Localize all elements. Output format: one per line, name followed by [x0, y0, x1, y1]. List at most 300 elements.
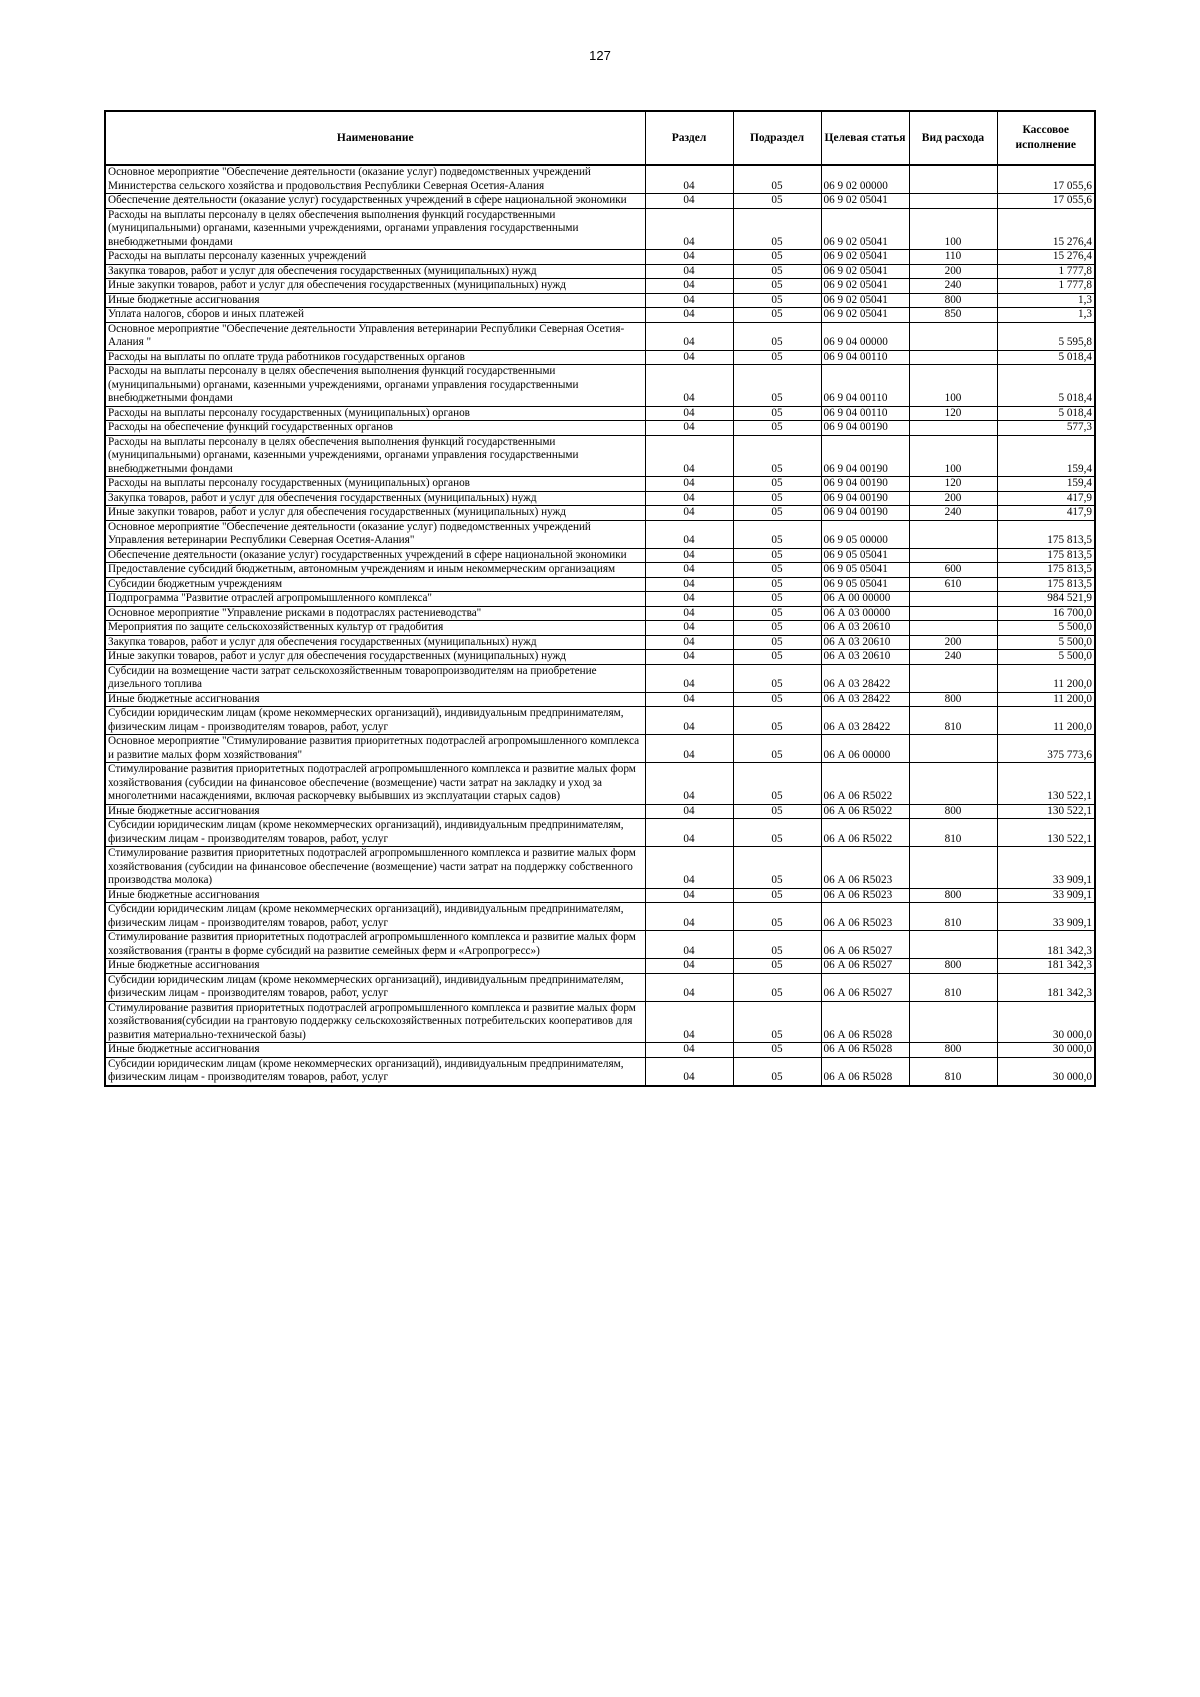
cell-subsection: 05: [733, 692, 821, 707]
cell-name: Закупка товаров, работ и услуг для обеспечения государственных (муниципальных) нужд: [105, 635, 645, 650]
cell-section: 04: [645, 365, 733, 407]
cell-expense-type: 120: [909, 477, 997, 492]
cell-subsection: 05: [733, 365, 821, 407]
cell-name: Субсидии бюджетным учреждениям: [105, 577, 645, 592]
cell-subsection: 05: [733, 520, 821, 548]
cell-amount: 984 521,9: [997, 592, 1095, 607]
cell-amount: 175 813,5: [997, 520, 1095, 548]
cell-section: 04: [645, 804, 733, 819]
cell-section: 04: [645, 279, 733, 294]
table-row: [105, 563, 1095, 578]
cell-section: 04: [645, 577, 733, 592]
cell-expense-type: [909, 520, 997, 548]
cell-section: 04: [645, 165, 733, 194]
cell-subsection: 05: [733, 165, 821, 194]
cell-expense-type: 240: [909, 650, 997, 665]
cell-target: 06 А 03 20610: [821, 635, 909, 650]
cell-target: 06 9 04 00190: [821, 506, 909, 521]
cell-expense-type: 610: [909, 577, 997, 592]
cell-section: 04: [645, 1001, 733, 1043]
cell-section: 04: [645, 208, 733, 250]
table-row: [105, 1057, 1095, 1086]
table-row: [105, 959, 1095, 974]
cell-subsection: 05: [733, 548, 821, 563]
cell-section: 04: [645, 692, 733, 707]
table-row: [105, 477, 1095, 492]
cell-name: Стимулирование развития приоритетных подотраслей агропромышленного комплекса и развитие малых форм хозяйствования (субсидии на финансовое обеспечение (возмещение) части затрат на поддержку собственного производства молока): [105, 847, 645, 889]
cell-target: 06 9 04 00190: [821, 421, 909, 436]
table-row: [105, 650, 1095, 665]
cell-name: Иные закупки товаров, работ и услуг для обеспечения государственных (муниципальных) нужд: [105, 279, 645, 294]
cell-name: Иные бюджетные ассигнования: [105, 804, 645, 819]
cell-expense-type: 240: [909, 506, 997, 521]
cell-section: 04: [645, 763, 733, 805]
cell-target: 06 А 06 R5028: [821, 1001, 909, 1043]
cell-expense-type: 200: [909, 491, 997, 506]
cell-section: 04: [645, 592, 733, 607]
cell-amount: 1 777,8: [997, 264, 1095, 279]
cell-target: 06 9 05 05041: [821, 548, 909, 563]
cell-expense-type: [909, 421, 997, 436]
table-row: [105, 322, 1095, 350]
cell-target: 06 А 06 R5028: [821, 1057, 909, 1086]
cell-name: Основное мероприятие "Обеспечение деятельности Управления ветеринарии Республики Северная Осетия-Алания ": [105, 322, 645, 350]
cell-subsection: 05: [733, 491, 821, 506]
cell-target: 06 А 03 28422: [821, 664, 909, 692]
table-row: [105, 208, 1095, 250]
cell-name: Стимулирование развития приоритетных подотраслей агропромышленного комплекса и развитие малых форм хозяйствования(субсидии на грантовую поддержку сельскохозяйственных потребительских кооперативов для развития материально-технической базы): [105, 1001, 645, 1043]
cell-amount: 181 342,3: [997, 959, 1095, 974]
cell-section: 04: [645, 477, 733, 492]
cell-target: 06 9 02 00000: [821, 165, 909, 194]
cell-name: Уплата налогов, сборов и иных платежей: [105, 308, 645, 323]
cell-expense-type: 600: [909, 563, 997, 578]
cell-amount: 11 200,0: [997, 707, 1095, 735]
cell-expense-type: 120: [909, 406, 997, 421]
cell-target: 06 А 06 R5027: [821, 959, 909, 974]
table-row: [105, 365, 1095, 407]
cell-expense-type: 800: [909, 1043, 997, 1058]
cell-expense-type: 800: [909, 293, 997, 308]
cell-amount: 175 813,5: [997, 577, 1095, 592]
cell-subsection: 05: [733, 506, 821, 521]
cell-amount: 175 813,5: [997, 563, 1095, 578]
cell-section: 04: [645, 194, 733, 209]
cell-amount: 5 500,0: [997, 650, 1095, 665]
cell-subsection: 05: [733, 406, 821, 421]
cell-subsection: 05: [733, 1043, 821, 1058]
cell-amount: 5 018,4: [997, 350, 1095, 365]
cell-amount: 15 276,4: [997, 208, 1095, 250]
table-row: [105, 264, 1095, 279]
header-section: Раздел: [645, 111, 733, 165]
cell-target: 06 А 06 R5023: [821, 888, 909, 903]
cell-name: Основное мероприятие "Обеспечение деятельности (оказание услуг) подведомственных учреждений Управления ветеринарии Республики Северная Осетия-Алания": [105, 520, 645, 548]
cell-subsection: 05: [733, 621, 821, 636]
cell-subsection: 05: [733, 194, 821, 209]
cell-section: 04: [645, 959, 733, 974]
cell-subsection: 05: [733, 606, 821, 621]
header-expense-type: Вид расхода: [909, 111, 997, 165]
cell-expense-type: [909, 931, 997, 959]
cell-subsection: 05: [733, 707, 821, 735]
cell-target: 06 А 03 00000: [821, 606, 909, 621]
cell-section: 04: [645, 308, 733, 323]
cell-name: Расходы на выплаты персоналу в целях обеспечения выполнения функций государственными (муниципальными) органами, казенными учреждениями, органами управления государственными внебюджетными фондами: [105, 435, 645, 477]
cell-amount: 1 777,8: [997, 279, 1095, 294]
table-row: [105, 692, 1095, 707]
table-row: [105, 707, 1095, 735]
cell-target: 06 А 06 R5028: [821, 1043, 909, 1058]
cell-section: 04: [645, 322, 733, 350]
cell-name: Субсидии юридическим лицам (кроме некоммерческих организаций), индивидуальным предпринимателям, физическим лицам - производителям товаров, работ, услуг: [105, 973, 645, 1001]
table-row: [105, 1001, 1095, 1043]
cell-name: Иные бюджетные ассигнования: [105, 1043, 645, 1058]
cell-section: 04: [645, 293, 733, 308]
cell-amount: 33 909,1: [997, 903, 1095, 931]
cell-section: 04: [645, 735, 733, 763]
cell-name: Предоставление субсидий бюджетным, автономным учреждениям и иным некоммерческим организациям: [105, 563, 645, 578]
cell-section: 04: [645, 635, 733, 650]
cell-target: 06 9 05 00000: [821, 520, 909, 548]
table-row: [105, 308, 1095, 323]
table-row: [105, 548, 1095, 563]
table-row: [105, 664, 1095, 692]
cell-target: 06 А 03 20610: [821, 621, 909, 636]
cell-name: Основное мероприятие "Обеспечение деятельности (оказание услуг) подведомственных учреждений Министерства сельского хозяйства и продовольствия Республики Северная Осетия-Алания: [105, 165, 645, 194]
cell-expense-type: [909, 606, 997, 621]
table-row: [105, 847, 1095, 889]
cell-name: Иные бюджетные ассигнования: [105, 293, 645, 308]
cell-subsection: 05: [733, 931, 821, 959]
cell-expense-type: 800: [909, 959, 997, 974]
table-row: [105, 931, 1095, 959]
cell-expense-type: 110: [909, 250, 997, 265]
header-name: Наименование: [105, 111, 645, 165]
cell-target: 06 А 06 R5022: [821, 819, 909, 847]
table-row: [105, 435, 1095, 477]
cell-section: 04: [645, 903, 733, 931]
cell-expense-type: [909, 664, 997, 692]
cell-expense-type: [909, 621, 997, 636]
cell-amount: 181 342,3: [997, 931, 1095, 959]
cell-target: 06 А 06 R5027: [821, 973, 909, 1001]
cell-subsection: 05: [733, 563, 821, 578]
table-row: [105, 165, 1095, 194]
cell-section: 04: [645, 520, 733, 548]
header-target: Целевая статья: [821, 111, 909, 165]
cell-target: 06 9 04 00190: [821, 435, 909, 477]
cell-subsection: 05: [733, 1057, 821, 1086]
cell-amount: 5 018,4: [997, 365, 1095, 407]
cell-expense-type: [909, 350, 997, 365]
cell-subsection: 05: [733, 819, 821, 847]
table-row: [105, 735, 1095, 763]
table-row: [105, 491, 1095, 506]
cell-subsection: 05: [733, 577, 821, 592]
cell-amount: 417,9: [997, 506, 1095, 521]
cell-section: 04: [645, 491, 733, 506]
cell-amount: 159,4: [997, 477, 1095, 492]
cell-name: Расходы на выплаты персоналу государственных (муниципальных) органов: [105, 406, 645, 421]
cell-name: Иные бюджетные ассигнования: [105, 888, 645, 903]
table-row: [105, 421, 1095, 436]
cell-name: Расходы на обеспечение функций государственных органов: [105, 421, 645, 436]
cell-subsection: 05: [733, 847, 821, 889]
cell-amount: 130 522,1: [997, 763, 1095, 805]
cell-subsection: 05: [733, 650, 821, 665]
cell-subsection: 05: [733, 763, 821, 805]
table-body: [105, 165, 1095, 1086]
cell-name: Стимулирование развития приоритетных подотраслей агропромышленного комплекса и развитие малых форм хозяйствования (гранты в форме субсидий на развитие семейных ферм и «Агропрогресс»): [105, 931, 645, 959]
cell-amount: 181 342,3: [997, 973, 1095, 1001]
cell-amount: 30 000,0: [997, 1057, 1095, 1086]
cell-target: 06 А 06 R5023: [821, 847, 909, 889]
cell-target: 06 9 05 05041: [821, 563, 909, 578]
cell-name: Субсидии юридическим лицам (кроме некоммерческих организаций), индивидуальным предпринимателям, физическим лицам - производителям товаров, работ, услуг: [105, 903, 645, 931]
cell-subsection: 05: [733, 279, 821, 294]
cell-target: 06 А 00 00000: [821, 592, 909, 607]
cell-name: Подпрограмма "Развитие отраслей агропромышленного комплекса": [105, 592, 645, 607]
cell-section: 04: [645, 606, 733, 621]
cell-amount: 30 000,0: [997, 1001, 1095, 1043]
cell-name: Закупка товаров, работ и услуг для обеспечения государственных (муниципальных) нужд: [105, 264, 645, 279]
cell-target: 06 9 04 00190: [821, 491, 909, 506]
cell-expense-type: 850: [909, 308, 997, 323]
cell-amount: 130 522,1: [997, 819, 1095, 847]
cell-name: Расходы на выплаты персоналу в целях обеспечения выполнения функций государственными (муниципальными) органами, казенными учреждениями, органами управления государственными внебюджетными фондами: [105, 365, 645, 407]
cell-target: 06 9 02 05041: [821, 194, 909, 209]
table-row: [105, 293, 1095, 308]
cell-subsection: 05: [733, 293, 821, 308]
cell-name: Субсидии юридическим лицам (кроме некоммерческих организаций), индивидуальным предпринимателям, физическим лицам - производителям товаров, работ, услуг: [105, 819, 645, 847]
cell-amount: 175 813,5: [997, 548, 1095, 563]
table-header: [105, 111, 1095, 165]
cell-name: Расходы на выплаты персоналу казенных учреждений: [105, 250, 645, 265]
table-row: [105, 250, 1095, 265]
page-number: 127: [589, 48, 611, 63]
cell-amount: 17 055,6: [997, 165, 1095, 194]
cell-expense-type: 810: [909, 707, 997, 735]
table-row: [105, 804, 1095, 819]
cell-expense-type: 810: [909, 903, 997, 931]
cell-expense-type: [909, 322, 997, 350]
cell-expense-type: 810: [909, 973, 997, 1001]
cell-section: 04: [645, 819, 733, 847]
cell-section: 04: [645, 973, 733, 1001]
cell-amount: 5 018,4: [997, 406, 1095, 421]
cell-section: 04: [645, 664, 733, 692]
cell-amount: 33 909,1: [997, 888, 1095, 903]
cell-name: Иные бюджетные ассигнования: [105, 959, 645, 974]
cell-expense-type: 100: [909, 365, 997, 407]
cell-name: Основное мероприятие "Управление рисками в подотраслях растениеводства": [105, 606, 645, 621]
cell-amount: 1,3: [997, 293, 1095, 308]
cell-name: Закупка товаров, работ и услуг для обеспечения государственных (муниципальных) нужд: [105, 491, 645, 506]
cell-amount: 11 200,0: [997, 692, 1095, 707]
cell-expense-type: 100: [909, 435, 997, 477]
cell-name: Стимулирование развития приоритетных подотраслей агропромышленного комплекса и развитие малых форм хозяйствования (субсидии на финансовое обеспечение (возмещение) части затрат на закладку и уход за многолетними насаждениями, включая раскорчевку выбывших из эксплуатации старых садов): [105, 763, 645, 805]
cell-section: 04: [645, 931, 733, 959]
cell-target: 06 А 06 R5023: [821, 903, 909, 931]
cell-expense-type: [909, 548, 997, 563]
table-row: [105, 819, 1095, 847]
cell-subsection: 05: [733, 250, 821, 265]
cell-section: 04: [645, 350, 733, 365]
cell-section: 04: [645, 888, 733, 903]
cell-expense-type: 800: [909, 804, 997, 819]
cell-section: 04: [645, 548, 733, 563]
cell-subsection: 05: [733, 664, 821, 692]
cell-subsection: 05: [733, 635, 821, 650]
cell-name: Основное мероприятие "Стимулирование развития приоритетных подотраслей агропромышленного комплекса и развитие малых форм хозяйствования": [105, 735, 645, 763]
cell-target: 06 А 03 28422: [821, 707, 909, 735]
cell-subsection: 05: [733, 322, 821, 350]
budget-execution-table: [104, 110, 1096, 1087]
cell-target: 06 9 04 00110: [821, 350, 909, 365]
table-row: [105, 520, 1095, 548]
cell-expense-type: 200: [909, 635, 997, 650]
cell-subsection: 05: [733, 959, 821, 974]
table-row: [105, 506, 1095, 521]
cell-section: 04: [645, 847, 733, 889]
cell-expense-type: 200: [909, 264, 997, 279]
cell-expense-type: [909, 592, 997, 607]
cell-subsection: 05: [733, 973, 821, 1001]
cell-section: 04: [645, 264, 733, 279]
cell-amount: 5 595,8: [997, 322, 1095, 350]
cell-subsection: 05: [733, 804, 821, 819]
cell-section: 04: [645, 435, 733, 477]
table-row: [105, 194, 1095, 209]
cell-amount: 130 522,1: [997, 804, 1095, 819]
cell-subsection: 05: [733, 208, 821, 250]
table-row: [105, 592, 1095, 607]
cell-target: 06 9 04 00110: [821, 406, 909, 421]
cell-expense-type: [909, 165, 997, 194]
cell-target: 06 9 04 00190: [821, 477, 909, 492]
cell-subsection: 05: [733, 308, 821, 323]
cell-section: 04: [645, 707, 733, 735]
cell-target: 06 А 06 R5022: [821, 763, 909, 805]
cell-amount: 577,3: [997, 421, 1095, 436]
cell-target: 06 А 03 20610: [821, 650, 909, 665]
cell-expense-type: [909, 1001, 997, 1043]
cell-target: 06 А 06 R5022: [821, 804, 909, 819]
cell-amount: 5 500,0: [997, 635, 1095, 650]
cell-section: 04: [645, 650, 733, 665]
cell-target: 06 А 06 00000: [821, 735, 909, 763]
cell-subsection: 05: [733, 592, 821, 607]
cell-name: Расходы на выплаты по оплате труда работников государственных органов: [105, 350, 645, 365]
table-row: [105, 1043, 1095, 1058]
header-subsection: Подраздел: [733, 111, 821, 165]
table-row: [105, 635, 1095, 650]
cell-expense-type: [909, 194, 997, 209]
cell-section: 04: [645, 1043, 733, 1058]
cell-subsection: 05: [733, 264, 821, 279]
cell-expense-type: 800: [909, 888, 997, 903]
cell-subsection: 05: [733, 350, 821, 365]
cell-subsection: 05: [733, 477, 821, 492]
table-row: [105, 279, 1095, 294]
cell-name: Субсидии на возмещение части затрат сельскохозяйственным товаропроизводителям на приобретение дизельного топлива: [105, 664, 645, 692]
table-row: [105, 973, 1095, 1001]
cell-section: 04: [645, 563, 733, 578]
cell-target: 06 9 02 05041: [821, 264, 909, 279]
cell-name: Расходы на выплаты персоналу государственных (муниципальных) органов: [105, 477, 645, 492]
cell-amount: 1,3: [997, 308, 1095, 323]
cell-amount: 17 055,6: [997, 194, 1095, 209]
cell-target: 06 9 02 05041: [821, 308, 909, 323]
cell-name: Обеспечение деятельности (оказание услуг) государственных учреждений в сфере национальной экономики: [105, 194, 645, 209]
cell-amount: 417,9: [997, 491, 1095, 506]
cell-section: 04: [645, 250, 733, 265]
header-amount: Кассовое исполнение: [997, 111, 1095, 165]
cell-subsection: 05: [733, 888, 821, 903]
table-row: [105, 606, 1095, 621]
cell-target: 06 А 06 R5027: [821, 931, 909, 959]
cell-amount: 30 000,0: [997, 1043, 1095, 1058]
cell-subsection: 05: [733, 421, 821, 436]
cell-name: Субсидии юридическим лицам (кроме некоммерческих организаций), индивидуальным предпринимателям, физическим лицам - производителям товаров, работ, услуг: [105, 1057, 645, 1086]
cell-amount: 5 500,0: [997, 621, 1095, 636]
cell-amount: 16 700,0: [997, 606, 1095, 621]
cell-amount: 33 909,1: [997, 847, 1095, 889]
cell-subsection: 05: [733, 903, 821, 931]
cell-subsection: 05: [733, 1001, 821, 1043]
cell-target: 06 9 04 00110: [821, 365, 909, 407]
cell-name: Иные закупки товаров, работ и услуг для обеспечения государственных (муниципальных) нужд: [105, 650, 645, 665]
cell-expense-type: 240: [909, 279, 997, 294]
table-row: [105, 406, 1095, 421]
cell-target: 06 9 02 05041: [821, 208, 909, 250]
cell-target: 06 9 05 05041: [821, 577, 909, 592]
cell-expense-type: [909, 847, 997, 889]
cell-amount: 11 200,0: [997, 664, 1095, 692]
cell-target: 06 9 02 05041: [821, 250, 909, 265]
cell-expense-type: [909, 735, 997, 763]
cell-name: Иные бюджетные ассигнования: [105, 692, 645, 707]
table-row: [105, 577, 1095, 592]
cell-name: Мероприятия по защите сельскохозяйственных культур от градобития: [105, 621, 645, 636]
table-row: [105, 888, 1095, 903]
cell-expense-type: 800: [909, 692, 997, 707]
cell-target: 06 9 04 00000: [821, 322, 909, 350]
cell-target: 06 9 02 05041: [821, 279, 909, 294]
cell-name: Расходы на выплаты персоналу в целях обеспечения выполнения функций государственными (муниципальными) органами, казенными учреждениями, органами управления государственными внебюджетными фондами: [105, 208, 645, 250]
cell-subsection: 05: [733, 435, 821, 477]
cell-amount: 159,4: [997, 435, 1095, 477]
cell-section: 04: [645, 406, 733, 421]
cell-amount: 375 773,6: [997, 735, 1095, 763]
table-row: [105, 903, 1095, 931]
cell-name: Иные закупки товаров, работ и услуг для обеспечения государственных (муниципальных) нужд: [105, 506, 645, 521]
cell-target: 06 9 02 05041: [821, 293, 909, 308]
cell-section: 04: [645, 1057, 733, 1086]
cell-expense-type: 100: [909, 208, 997, 250]
cell-expense-type: 810: [909, 819, 997, 847]
cell-subsection: 05: [733, 735, 821, 763]
cell-section: 04: [645, 506, 733, 521]
cell-section: 04: [645, 421, 733, 436]
cell-expense-type: [909, 763, 997, 805]
cell-expense-type: 810: [909, 1057, 997, 1086]
cell-name: Обеспечение деятельности (оказание услуг) государственных учреждений в сфере национальной экономики: [105, 548, 645, 563]
cell-amount: 15 276,4: [997, 250, 1095, 265]
table-row: [105, 621, 1095, 636]
cell-name: Субсидии юридическим лицам (кроме некоммерческих организаций), индивидуальным предпринимателям, физическим лицам - производителям товаров, работ, услуг: [105, 707, 645, 735]
